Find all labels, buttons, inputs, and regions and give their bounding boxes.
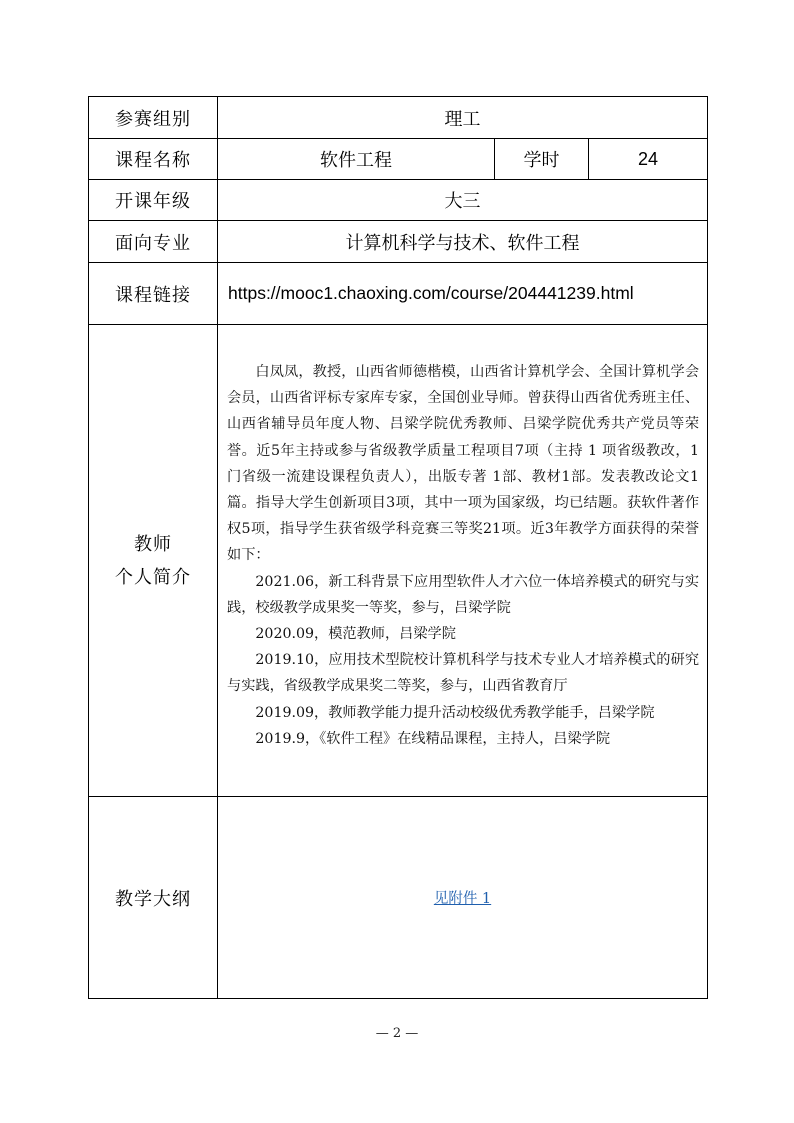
course-link-label: 课程链接 — [89, 263, 218, 325]
category-value: 理工 — [218, 97, 708, 139]
major-label: 面向专业 — [89, 221, 218, 263]
grade-value: 大三 — [218, 180, 708, 221]
attachment-link[interactable]: 见附件 1 — [433, 891, 492, 907]
grade-label: 开课年级 — [89, 180, 218, 221]
row-major — [89, 221, 708, 263]
page-number: — 2 — — [375, 1026, 419, 1041]
course-link-value[interactable]: https://mooc1.chaoxing.com/course/204441239.html — [218, 263, 708, 325]
course-name-value: 软件工程 — [218, 139, 495, 180]
row-grade — [89, 180, 708, 221]
row-syllabus — [89, 797, 708, 999]
syllabus-cell — [218, 797, 708, 999]
course-name-label: 课程名称 — [89, 139, 218, 180]
major-value: 计算机科学与技术、软件工程 — [218, 221, 708, 263]
teacher-intro-text — [218, 325, 708, 797]
row-link — [89, 263, 708, 325]
honor-item: 2021.06，新工科背景下应用型软件人才六位一体培养模式的研究与实践，校级教学成果奖一等奖，参与，吕梁学院 — [227, 573, 700, 616]
honor-item: 2019.09，教师教学能力提升活动校级优秀教学能手，吕梁学院 — [255, 704, 655, 721]
hours-value: 24 — [589, 139, 708, 180]
row-course — [89, 139, 708, 180]
course-info-table — [88, 96, 708, 999]
syllabus-label: 教学大纲 — [89, 797, 218, 999]
hours-label: 学时 — [495, 139, 589, 180]
row-teacher — [89, 325, 708, 797]
teacher-label-line2: 个人简介 — [115, 566, 191, 588]
bio-paragraph: 白凤凤，教授，山西省师德楷模，山西省计算机学会、全国计算机学会会员，山西省评标专家库专家，全国创业导师。曾获得山西省优秀班主任、山西省辅导员年度人物、吕梁学院优秀教师、吕梁学院优秀共产党员等荣誉。近5年主持或参与省级教学质量工程项目7项（主持 1 项省级教改，1 门省级一流建设课程负责人），出版专著 1部、教材1部。发表教改论文1篇。指导大学生创新项目3项，其中一项为国家级，均已结题。获软件著作权5项，指导学生获省级学科竞赛三等奖21项。近3年教学方面获得的荣誉如下： — [227, 364, 700, 564]
teacher-intro-label — [89, 325, 218, 797]
category-label: 参赛组别 — [89, 97, 218, 139]
honor-item: 2019.9，《软件工程》在线精品课程，主持人，吕梁学院 — [255, 730, 611, 747]
honor-item: 2020.09，模范教师，吕梁学院 — [255, 626, 456, 643]
row-category — [89, 97, 708, 139]
teacher-label-line1: 教师 — [134, 533, 172, 555]
honor-item: 2019.10，应用技术型院校计算机科学与技术专业人才培养模式的研究与实践，省级教学成果奖二等奖，参与，山西省教育厅 — [227, 652, 700, 695]
